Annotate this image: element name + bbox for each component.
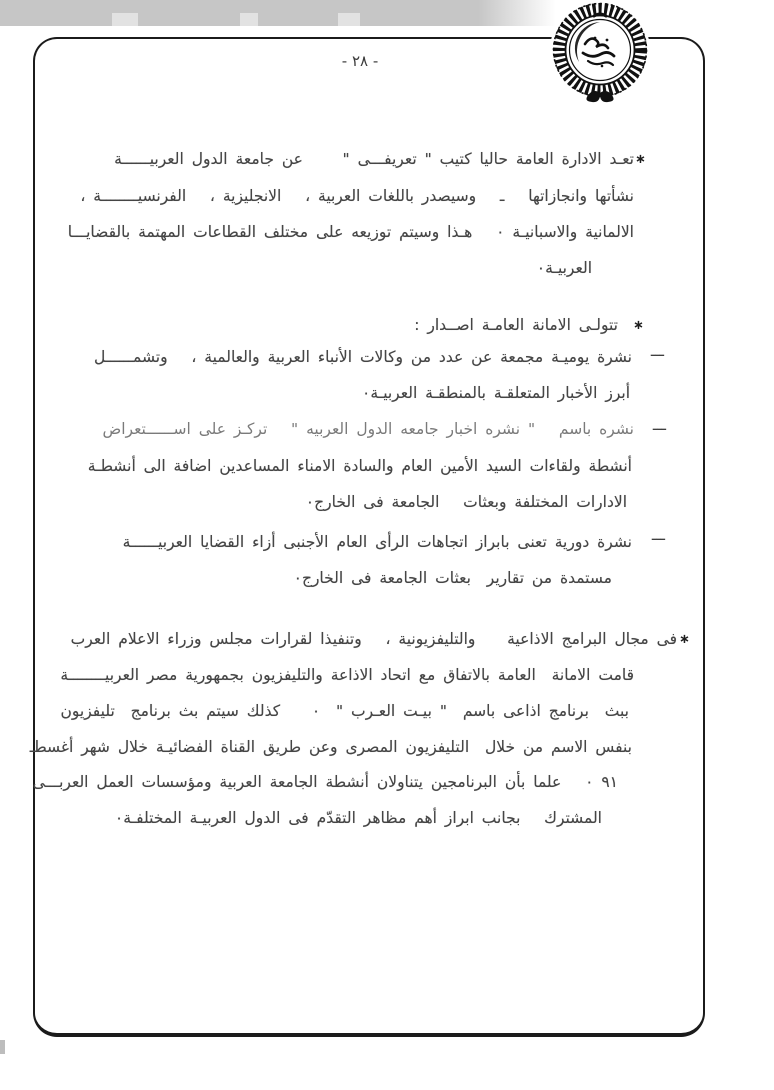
bullet-marker: ∗: [635, 152, 646, 167]
text-line: نشرة دورية تعنى بابراز اتجاهات الرأى العام الأجنبى أزاء القضايا العربيــــــة: [122, 533, 632, 551]
text-line: أنشطة ولقاءات السيد الأمين العام والسادة الامناء المساعدين اضافة الى أنشطـة: [87, 457, 632, 475]
scan-notch: [240, 13, 258, 26]
dash-marker: ـــ: [650, 342, 664, 360]
text-line: نشره باسم " نشره اخبار جامعه الدول العربيه " تركـز على اســــــتعراض: [102, 420, 634, 438]
scan-top-band: [0, 0, 556, 26]
text-line: تعـد الادارة العامة حاليا كتيب " تعريفـــى " عن جامعة الدول العربيــــــة: [114, 150, 634, 168]
text-line: تتولـى الامانة العامـة اصــدار :: [414, 316, 618, 334]
scan-notch: [338, 13, 360, 26]
dash-marker: ـــ: [651, 526, 665, 544]
text-line: الالمانية والاسبانيـة ٠ هـذا وسيتم توزيعه على مختلف القطاعات المهتمة بالقضايـــا: [67, 223, 634, 241]
scan-artifact-tick: [0, 1040, 5, 1054]
dash-marker: ـــ: [652, 416, 666, 434]
text-line: مستمدة من تقارير بعثات الجامعة فى الخارج٠: [293, 569, 612, 587]
text-line: نشأتها وانجازاتها ـ وسيصدر باللغات العربية ، الانجليزية ، الفرنسيــــــــة ،: [80, 187, 634, 205]
text-line: أبرز الأخبار المتعلقـة بالمنطقـة العربيـة٠: [362, 384, 630, 402]
bullet-marker: ∗: [633, 318, 644, 333]
scan-notch: [112, 13, 138, 26]
text-line: ببث برنامج اذاعى باسم " بيـت العـرب " ٠ كذلك سيتم بث برنامج تليفزيون: [60, 702, 629, 720]
text-line: العربيـة٠: [536, 259, 592, 277]
text-line: المشترك بجانب ابراز أهم مظاهر التقدّم فى الدول العربيـة المختلفـة٠: [114, 809, 602, 827]
text-line: قامت الامانة العامة بالاتفاق مع اتحاد الاذاعة والتليفزيون بجمهورية مصر العربيــــــــة: [60, 666, 634, 684]
text-line: الادارات المختلفة وبعثات الجامعة فى الخارج٠: [305, 493, 627, 511]
text-line: ٩١ ٠ علما بأن البرنامجين يتناولان أنشطة الجامعة العربية ومؤسسات العمل العربـــى: [32, 773, 618, 791]
text-line: بنفس الاسم من خلال التليفزيون المصرى وعن طريق القناة الفضائيـة خلال شهر أغسطـ: [29, 738, 632, 756]
arab-league-emblem-icon: [545, 0, 655, 104]
page-number: - ٢٨ -: [341, 52, 379, 70]
text-line: فى مجال البرامج الاذاعية والتليفزيونية ، وتنفيذا لقرارات مجلس وزراء الاعلام العرب: [70, 630, 677, 648]
bullet-marker: ∗: [679, 632, 690, 647]
text-line: نشرة يوميـة مجمعة عن عدد من وكالات الأنباء العربية والعالمية ، وتشمــــــل: [94, 348, 632, 366]
